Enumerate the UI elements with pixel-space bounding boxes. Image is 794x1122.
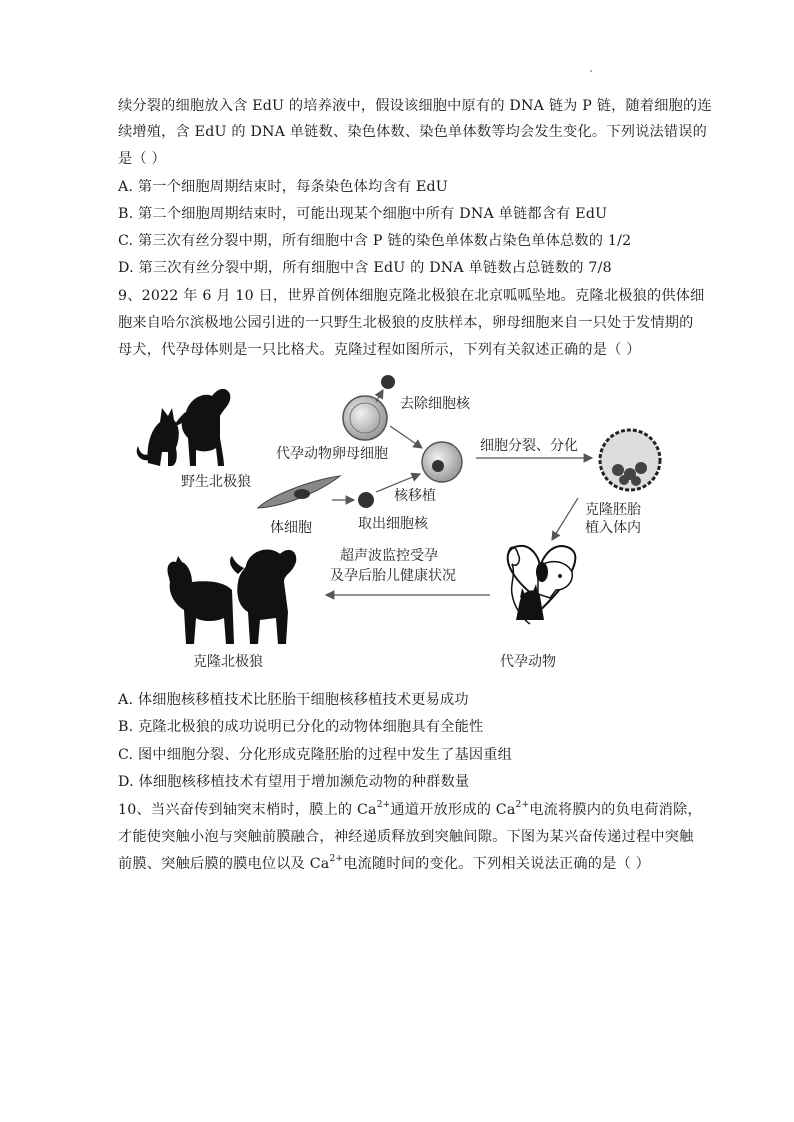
label-ultrasound-line2: 及孕后胎儿健康状况 — [330, 568, 456, 584]
q9-option-b: B. 克隆北极狼的成功说明已分化的动物体细胞具有全能性 — [118, 719, 484, 735]
q9-stem-line2: 胞来自哈尔滨极地公园引进的一只野生北极狼的皮肤样本，卵母细胞来自一只处于发情期的 — [118, 315, 694, 331]
q10-seg2: 通道开放形成的 Ca — [390, 802, 516, 818]
q8-stem-line1: 续分裂的细胞放入含 EdU 的培养液中，假设该细胞中原有的 DNA 链为 P 链，随着细胞的连 — [118, 98, 712, 114]
label-somatic-cell: 体细胞 — [270, 520, 312, 536]
q10-stem-line3 — [118, 854, 650, 874]
q8-option-a: A. 第一个细胞周期结束时，每条染色体均含有 EdU — [118, 179, 448, 195]
q9-stem-line1: 9、2022 年 6 月 10 日，世界首例体细胞克隆北极狼在北京呱呱坠地。克隆北极狼的供体细 — [118, 288, 705, 304]
q10-seg4: 前膜、突触后膜的膜电位以及 Ca — [118, 856, 330, 872]
q10-stem-line2: 才能使突触小泡与突触前膜融合，神经递质释放到突触间隙。下图为某兴奋传递过程中突触 — [118, 829, 694, 845]
label-surrogate: 代孕动物 — [500, 654, 556, 670]
q10-seg5: 电流随时间的变化。下列相关说法正确的是（ ） — [343, 856, 650, 872]
q8-option-d: D. 第三次有丝分裂中期，所有细胞中含 EdU 的 DNA 单链数占总链数的 7/8 — [118, 260, 612, 276]
label-division: 细胞分裂、分化 — [480, 438, 578, 454]
q10-seg1: 10、当兴奋传到轴突末梢时，膜上的 Ca — [118, 802, 377, 818]
surrogate-animal-illustration — [508, 546, 576, 624]
arrow-implant — [552, 498, 578, 540]
label-embryo-line2: 植入体内 — [585, 520, 641, 536]
q10-sup2: 2+ — [515, 800, 530, 810]
q8-stem-line3: 是（ ） — [118, 151, 166, 167]
q8-stem-line2: 续增殖，含 EdU 的 DNA 单链数、染色体数、染色单体数等均会发生变化。下列说法错误的 — [118, 124, 708, 140]
label-wild-wolf: 野生北极狼 — [181, 474, 251, 490]
q10-stem-line1 — [118, 800, 702, 820]
label-oocyte: 代孕动物卵母细胞 — [276, 446, 388, 462]
removed-nucleus — [381, 375, 395, 389]
q9-stem-line3: 母犬，代孕母体则是一只比格犬。克隆过程如图所示，下列有关叙述正确的是（ ） — [118, 342, 641, 358]
q8-option-c: C. 第三次有丝分裂中期，所有细胞中含 P 链的染色单体数占染色单体总数的 1/2 — [118, 233, 632, 249]
cloned-embryo — [600, 430, 660, 490]
cloning-process-figure — [120, 368, 680, 684]
label-remove-nucleus: 去除细胞核 — [400, 396, 470, 412]
transferred-nucleus — [432, 460, 444, 472]
q10-sup1: 2+ — [376, 800, 391, 810]
somatic-nucleus — [294, 489, 310, 499]
label-ultrasound-line1: 超声波监控受孕 — [340, 548, 438, 564]
q10-seg3: 电流将膜内的负电荷消除， — [529, 802, 702, 818]
cloned-wolf-silhouette — [167, 550, 296, 644]
q9-option-a: A. 体细胞核移植技术比胚胎干细胞核移植技术更易成功 — [118, 692, 469, 708]
q9-option-c: C. 图中细胞分裂、分化形成克隆胚胎的过程中发生了基因重组 — [118, 747, 513, 763]
wild-wolf-silhouette — [137, 389, 231, 466]
extracted-nucleus — [358, 492, 374, 508]
arrow-oocyte-to-transfer — [390, 426, 422, 448]
label-embryo-line1: 克隆胚胎 — [585, 502, 641, 518]
q9-option-d: D. 体细胞核移植技术有望用于增加濒危动物的种群数量 — [118, 774, 470, 790]
label-cloned-wolf: 克隆北极狼 — [193, 654, 263, 670]
label-extract-nucleus: 取出细胞核 — [358, 516, 428, 532]
label-nuclear-transfer: 核移植 — [394, 488, 436, 504]
scan-speck — [590, 70, 592, 72]
q10-sup3: 2+ — [329, 854, 344, 864]
arrow-remove-nucleus — [376, 390, 383, 402]
q8-option-b: B. 第二个细胞周期结束时，可能出现某个细胞中所有 DNA 单链都含有 EdU — [118, 206, 608, 222]
